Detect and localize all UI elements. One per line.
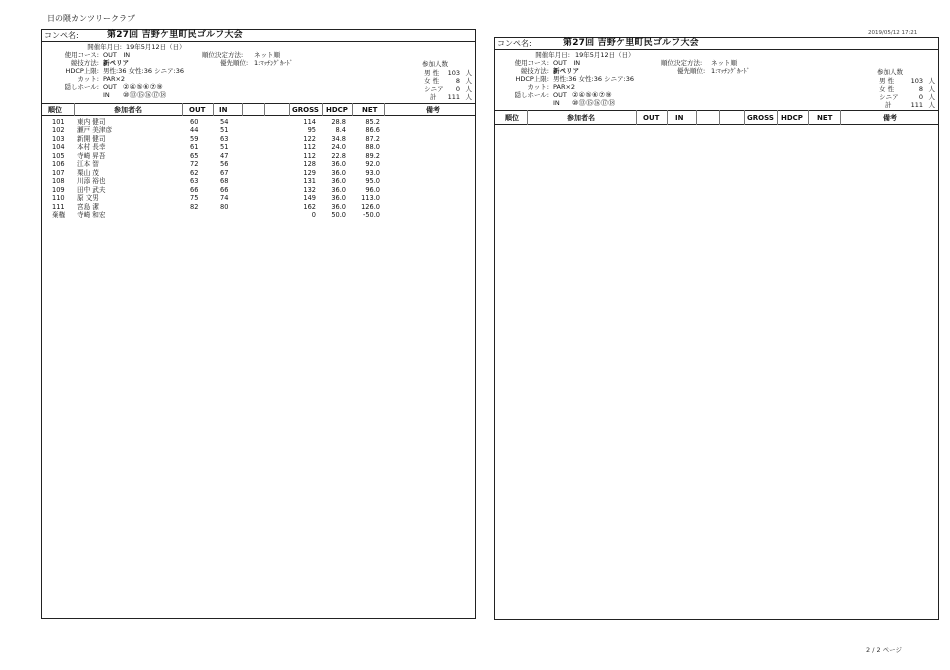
result-name: 江本 智 — [77, 160, 99, 169]
hidden-in-holes: ⑩⑬⑮⑯⑰⑱ — [572, 99, 616, 107]
header-out: OUT — [643, 114, 660, 122]
header-out: OUT — [189, 106, 206, 114]
title-divider — [495, 49, 938, 50]
column-divider — [74, 103, 75, 116]
course-label: 使用コース: — [514, 59, 549, 67]
method-value: 新ペリア — [553, 67, 579, 75]
hdcp-limit-value: 男性:36 女性:36 シニア:36 — [553, 75, 635, 83]
stat-unit: 人 — [928, 77, 935, 85]
result-net: 87.2 — [365, 134, 380, 143]
column-divider — [213, 103, 214, 116]
column-divider — [527, 110, 528, 125]
result-out: 66 — [190, 185, 199, 194]
competition-title: 第27回 吉野ケ里町民ゴルフ大会 — [563, 38, 699, 48]
priority-value: 1:ﾏｯﾁﾝｸﾞｶｰﾄﾞ — [711, 67, 750, 75]
stat-value: 103 — [910, 77, 923, 85]
result-gross: 112 — [303, 143, 316, 152]
result-net: 85.2 — [365, 118, 380, 126]
column-divider — [289, 103, 290, 116]
result-gross: 131 — [303, 177, 316, 186]
hdcp-limit-label: HDCP上限: — [65, 67, 99, 75]
date-label: 開催年月日: — [87, 43, 122, 51]
result-hdcp: 36.0 — [331, 168, 346, 177]
result-out: 59 — [190, 134, 199, 143]
header-gross: GROSS — [747, 114, 774, 122]
result-row — [42, 212, 382, 220]
result-in: 47 — [220, 151, 229, 160]
result-in: 63 — [220, 134, 229, 143]
stat-label: 女 性 — [424, 77, 440, 85]
cut-label: カット: — [77, 75, 99, 83]
result-name: 寺崎 昇吾 — [77, 151, 106, 160]
result-out: 44 — [190, 126, 199, 135]
result-out: 60 — [190, 118, 199, 126]
column-divider — [264, 103, 265, 116]
stat-label: 計 — [430, 93, 437, 101]
result-rank: 103 — [52, 134, 65, 143]
result-gross: 112 — [303, 151, 316, 160]
column-divider — [808, 110, 809, 125]
result-rank: 104 — [52, 143, 65, 152]
stat-unit: 人 — [465, 85, 472, 93]
result-name: 本村 長幸 — [77, 143, 106, 152]
page-number: 2 / 2 ページ — [866, 646, 903, 654]
result-rank: 105 — [52, 151, 65, 160]
column-divider — [322, 103, 323, 116]
result-in: 80 — [220, 202, 229, 211]
participants-total — [879, 102, 935, 110]
column-divider — [667, 110, 668, 125]
stat-label: 女 性 — [879, 85, 895, 93]
club-name: 日の隈カンツリークラブ — [47, 14, 135, 23]
column-divider — [719, 110, 720, 125]
header-hdcp: HDCP — [781, 114, 803, 122]
result-name: 東内 健司 — [77, 118, 106, 126]
result-gross: 162 — [303, 202, 316, 211]
result-name: 栗山 茂 — [77, 168, 99, 177]
hidden-out-holes: ②④⑤⑥⑦⑨ — [123, 83, 164, 91]
course-value: OUT IN — [103, 51, 131, 59]
result-name: 田中 武夫 — [77, 185, 106, 194]
ranking-method-label: 順位決定方法: — [661, 59, 703, 67]
header-name: 参加者名 — [114, 106, 142, 114]
stat-unit: 人 — [928, 101, 935, 109]
hidden-hole-label: 隠しホール: — [514, 91, 549, 99]
result-in: 68 — [220, 177, 229, 186]
result-hdcp: 36.0 — [331, 202, 346, 211]
result-net: 86.6 — [365, 126, 380, 135]
stat-value: 111 — [910, 101, 923, 109]
result-out: 75 — [190, 194, 199, 203]
participants-title: 参加人数 — [877, 68, 903, 76]
column-divider — [636, 110, 637, 125]
result-gross: 149 — [303, 194, 316, 203]
hidden-in-label: IN — [103, 91, 110, 99]
print-timestamp: 2019/05/12 17:21 — [868, 30, 918, 36]
column-divider — [384, 103, 385, 116]
header-rank: 順位 — [505, 114, 519, 122]
header-name: 参加者名 — [567, 114, 595, 122]
result-rank: 110 — [52, 194, 65, 203]
method-label: 競技方法: — [520, 67, 549, 75]
result-out: 63 — [190, 177, 199, 186]
result-rank: 109 — [52, 185, 65, 194]
competition-title: 第27回 吉野ケ里町民ゴルフ大会 — [107, 30, 243, 40]
title-divider — [42, 41, 475, 42]
result-hdcp: 36.0 — [331, 194, 346, 203]
participants-title: 参加人数 — [422, 60, 448, 68]
priority-value: 1:ﾏｯﾁﾝｸﾞｶｰﾄﾞ — [254, 59, 293, 67]
result-out: 65 — [190, 151, 199, 160]
header-gross: GROSS — [292, 106, 319, 114]
stat-value: 0 — [918, 93, 923, 101]
stat-value: 0 — [455, 85, 460, 93]
column-divider — [696, 110, 697, 125]
date-label: 開催年月日: — [535, 51, 570, 59]
stat-unit: 人 — [465, 77, 472, 85]
result-in: 56 — [220, 160, 229, 169]
result-hdcp: 34.8 — [331, 134, 346, 143]
header-remarks: 備考 — [883, 114, 897, 122]
result-rank: 107 — [52, 168, 65, 177]
result-out: 62 — [190, 168, 199, 177]
result-gross: 0 — [311, 210, 316, 219]
result-name: 瀬戸 美津彦 — [77, 126, 113, 135]
result-in: 51 — [220, 143, 229, 152]
header-in: IN — [219, 106, 228, 114]
header-remarks: 備考 — [426, 106, 440, 114]
compe-label: コンペ名: — [44, 31, 79, 40]
hdcp-limit-label: HDCP上限: — [515, 75, 549, 83]
result-in: 51 — [220, 126, 229, 135]
stat-label: 男 性 — [879, 77, 895, 85]
column-divider — [777, 110, 778, 125]
result-in: 66 — [220, 185, 229, 194]
stat-value: 111 — [447, 93, 460, 101]
hidden-hole-label: 隠しホール: — [64, 83, 99, 91]
scorecard-panel-left — [41, 29, 476, 619]
column-divider — [352, 103, 353, 116]
course-value: OUT IN — [553, 59, 581, 67]
ranking-method-label: 順位決定方法: — [202, 51, 244, 59]
date-value: 19年5月12日（日） — [126, 43, 186, 51]
stat-value: 8 — [455, 77, 460, 85]
result-rank: 111 — [52, 202, 65, 211]
stat-label: 計 — [885, 101, 892, 109]
result-net: 113.0 — [361, 194, 380, 203]
column-divider — [744, 110, 745, 125]
result-hdcp: 8.4 — [335, 126, 346, 135]
result-name: 原 文男 — [77, 194, 99, 203]
stat-value: 103 — [447, 69, 460, 77]
column-divider — [182, 103, 183, 116]
result-in: 54 — [220, 118, 229, 126]
ranking-method-value: ネット順 — [711, 59, 737, 67]
result-name: 宮島 潔 — [77, 202, 99, 211]
scorecard-panel-right — [494, 37, 939, 620]
result-gross: 132 — [303, 185, 316, 194]
result-rank: 102 — [52, 126, 65, 135]
result-hdcp: 22.8 — [331, 151, 346, 160]
result-in: 67 — [220, 168, 229, 177]
result-out: 72 — [190, 160, 199, 169]
result-hdcp: 50.0 — [331, 210, 346, 219]
hidden-in-holes: ⑩⑬⑮⑯⑰⑱ — [123, 91, 167, 99]
stat-label: シニア — [879, 93, 899, 101]
column-divider — [840, 110, 841, 125]
result-net: 88.0 — [365, 143, 380, 152]
header-in: IN — [675, 114, 684, 122]
result-hdcp: 36.0 — [331, 160, 346, 169]
result-row — [42, 178, 382, 186]
hidden-out-holes: ②④⑤⑥⑦⑨ — [572, 91, 613, 99]
result-gross: 129 — [303, 168, 316, 177]
hidden-in-label: IN — [553, 99, 560, 107]
stat-label: 男 性 — [424, 69, 440, 77]
stat-unit: 人 — [465, 93, 472, 101]
result-gross: 122 — [303, 134, 316, 143]
header-net: NET — [362, 106, 378, 114]
participants-total — [424, 94, 472, 102]
result-gross: 95 — [307, 126, 316, 135]
method-value: 新ペリア — [103, 59, 129, 67]
result-net: 126.0 — [361, 202, 380, 211]
result-hdcp: 36.0 — [331, 185, 346, 194]
compe-label: コンペ名: — [497, 39, 532, 48]
result-net: -50.0 — [362, 210, 380, 219]
result-net: 89.2 — [365, 151, 380, 160]
result-net: 95.0 — [365, 177, 380, 186]
cut-label: カット: — [527, 83, 549, 91]
cut-value: PAR×2 — [553, 83, 576, 91]
header-net: NET — [817, 114, 833, 122]
result-name: 寺崎 和宏 — [77, 210, 106, 219]
result-name: 新開 健司 — [77, 134, 106, 143]
hidden-out-label: OUT — [553, 91, 567, 99]
header-hdcp: HDCP — [326, 106, 348, 114]
stat-unit: 人 — [465, 69, 472, 77]
stat-value: 8 — [918, 85, 923, 93]
result-hdcp: 36.0 — [331, 177, 346, 186]
stat-unit: 人 — [928, 93, 935, 101]
result-out: 61 — [190, 143, 199, 152]
result-rank: 106 — [52, 160, 65, 169]
results-table-header — [495, 110, 938, 125]
priority-label: 優先順位: — [677, 67, 706, 75]
ranking-method-value: ネット順 — [254, 51, 280, 59]
cut-value: PAR×2 — [103, 75, 126, 83]
result-rank: 棄権 — [52, 210, 66, 219]
hdcp-limit-value: 男性:36 女性:36 シニア:36 — [103, 67, 185, 75]
result-gross: 114 — [303, 118, 316, 126]
method-label: 競技方法: — [70, 59, 99, 67]
result-net: 92.0 — [365, 160, 380, 169]
result-net: 93.0 — [365, 168, 380, 177]
hidden-out-label: OUT — [103, 83, 117, 91]
result-row — [42, 195, 382, 203]
date-value: 19年5月12日（日） — [575, 51, 635, 59]
results-table-header — [42, 103, 475, 116]
result-net: 96.0 — [365, 185, 380, 194]
stat-unit: 人 — [928, 85, 935, 93]
result-gross: 128 — [303, 160, 316, 169]
course-label: 使用コース: — [64, 51, 99, 59]
column-divider — [242, 103, 243, 116]
result-out: 82 — [190, 202, 199, 211]
stat-label: シニア — [424, 85, 444, 93]
result-rank: 108 — [52, 177, 65, 186]
result-name: 川添 裕也 — [77, 177, 106, 186]
priority-label: 優先順位: — [220, 59, 249, 67]
result-rank: 101 — [52, 118, 65, 126]
result-in: 74 — [220, 194, 229, 203]
result-hdcp: 24.0 — [331, 143, 346, 152]
header-rank: 順位 — [48, 106, 62, 114]
result-hdcp: 28.8 — [331, 118, 346, 126]
